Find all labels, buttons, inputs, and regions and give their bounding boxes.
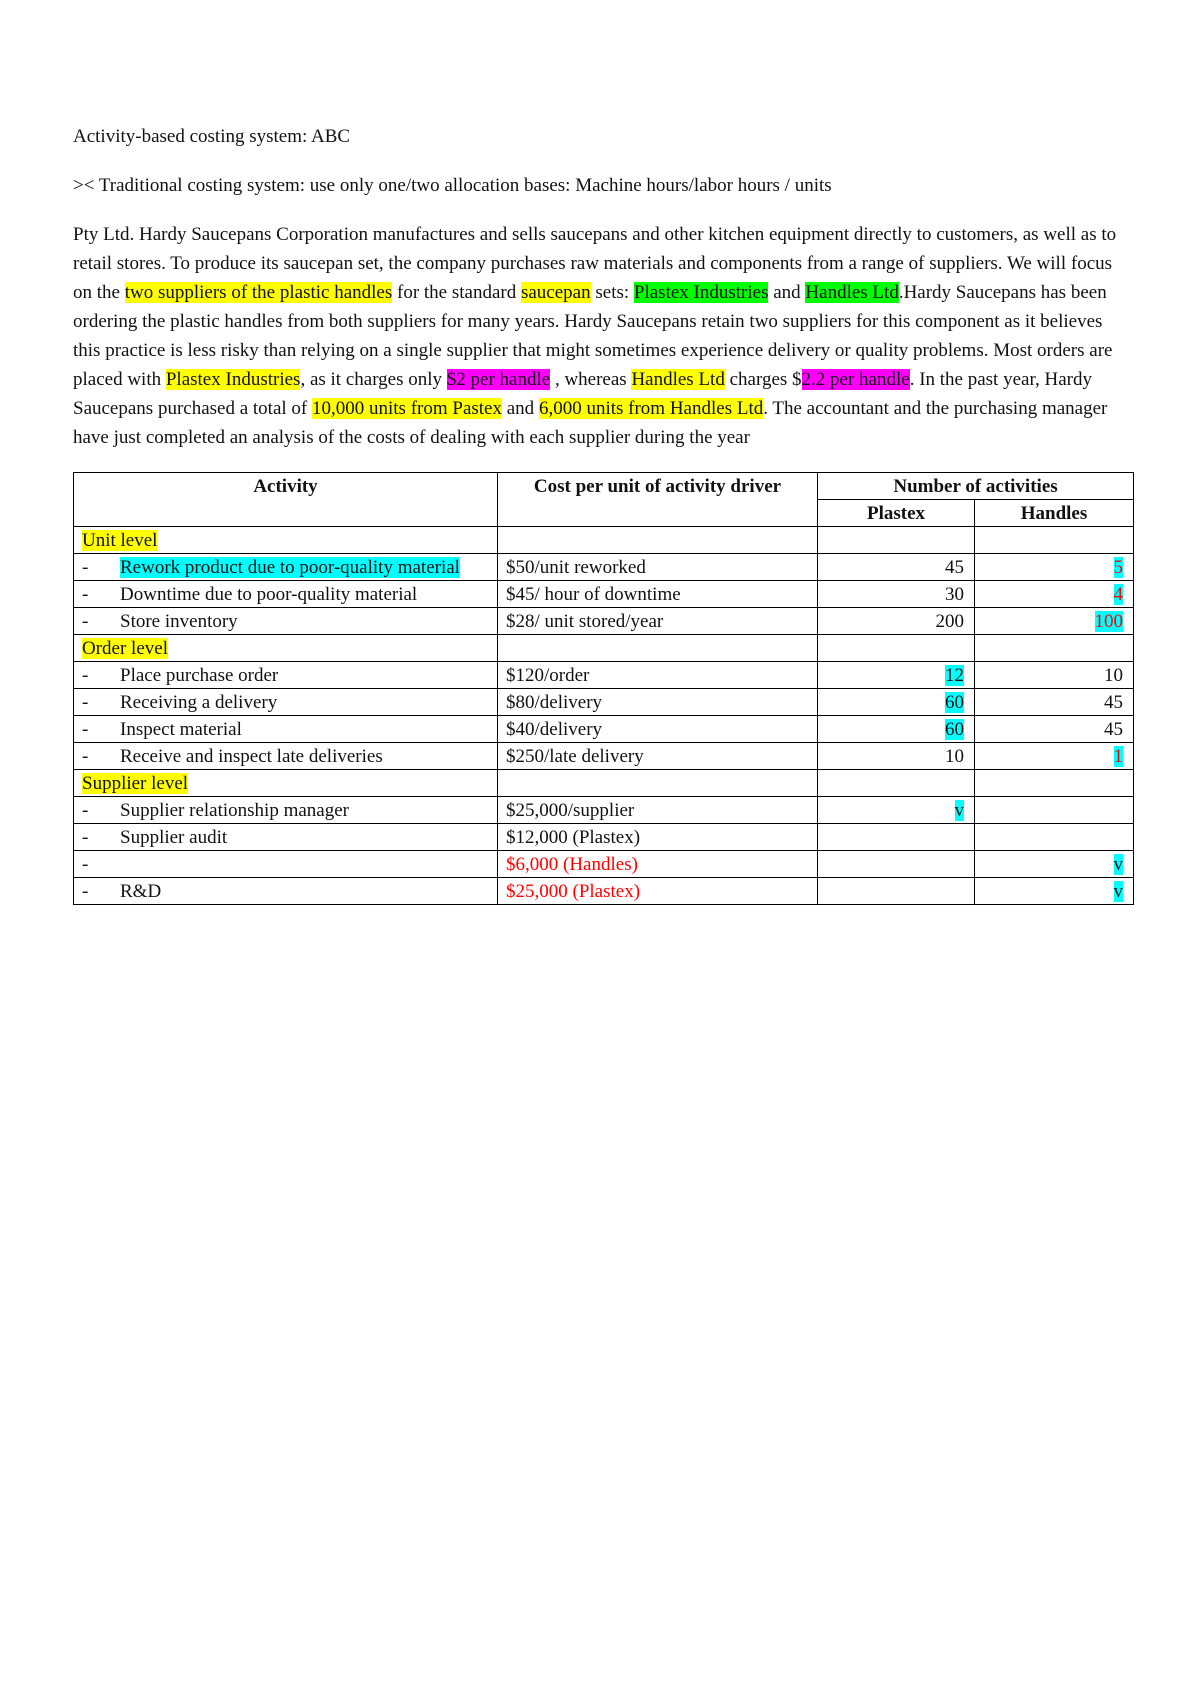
activity-cell	[74, 662, 498, 689]
cost-cell: $120/order	[498, 662, 818, 689]
table-row	[74, 797, 1134, 824]
section-label-unit-level: Unit level	[82, 530, 158, 551]
activity-label: Rework product due to poor-quality material	[120, 557, 460, 578]
table-header-row	[74, 473, 1134, 500]
activity-label: Downtime due to poor-quality material	[120, 584, 418, 605]
plastex-value: 60	[945, 692, 964, 713]
section-row-order-level	[74, 635, 1134, 662]
section-label-cell	[74, 770, 498, 797]
table-row	[74, 689, 1134, 716]
bullet-dash: -	[82, 800, 89, 821]
bullet-dash: -	[82, 854, 89, 875]
activity-cell	[74, 743, 498, 770]
table-row	[74, 878, 1134, 905]
highlight-handles-price: 2.2 per handle	[801, 369, 910, 390]
paragraph-text: . In the past year, Hardy Saucepans purchased a total of	[73, 369, 1092, 419]
handles-cell	[975, 554, 1134, 581]
handles-value: 1	[1113, 746, 1124, 767]
activity-cell	[74, 554, 498, 581]
paragraph-text: . The accountant and the purchasing manager have just completed an analysis of the costs of dealing with each supplier during the year	[73, 398, 1108, 448]
bullet-dash: -	[82, 557, 89, 578]
cost-cell: $6,000 (Handles)	[498, 851, 818, 878]
header-activity: Activity	[74, 473, 498, 527]
table-row	[74, 851, 1134, 878]
paragraph-text: for the standard	[392, 282, 521, 303]
table-row	[74, 743, 1134, 770]
activity-cell	[74, 689, 498, 716]
empty-cell	[818, 635, 975, 662]
section-label-cell	[74, 527, 498, 554]
highlight-plastex-units: 10,000 units from Pastex	[312, 398, 502, 419]
highlight-handles-units: 6,000 units from Handles Ltd	[538, 398, 764, 419]
table-row	[74, 608, 1134, 635]
empty-cell	[498, 770, 818, 797]
activity-label: Place purchase order	[120, 665, 279, 686]
highlight-suppliers: two suppliers of the plastic handles	[124, 282, 393, 303]
activity-cell	[74, 797, 498, 824]
section-row-unit-level	[74, 527, 1134, 554]
bullet-dash: -	[82, 746, 89, 767]
paragraph-text: Pty Ltd. Hardy Saucepans Corporation manufactures and sells saucepans and other kitchen equipment directly to customers, as well as to retail stores. To produce its saucepan set, the company purchases raw materials and components from a range of suppliers. We will focus on the	[73, 224, 1117, 303]
handles-cell	[975, 797, 1134, 824]
table-row	[74, 662, 1134, 689]
cost-cell: $40/delivery	[498, 716, 818, 743]
header-number-of-activities: Number of activities	[818, 473, 1134, 500]
cost-cell: $250/late delivery	[498, 743, 818, 770]
traditional-costing-note: >< Traditional costing system: use only one/two allocation bases: Machine hours/labor hours / units	[73, 175, 832, 196]
section-label-order-level: Order level	[82, 638, 168, 659]
bullet-dash: -	[82, 881, 89, 902]
activity-label: R&D	[120, 881, 162, 902]
empty-cell	[498, 635, 818, 662]
activity-label: Inspect material	[120, 719, 242, 740]
empty-cell	[498, 527, 818, 554]
heading: Activity-based costing system: ABC	[73, 126, 351, 147]
table-row	[74, 581, 1134, 608]
bullet-dash: -	[82, 692, 89, 713]
cost-cell: $80/delivery	[498, 689, 818, 716]
activity-cell	[74, 851, 498, 878]
bullet-dash: -	[82, 665, 89, 686]
plastex-cell: 30	[818, 581, 975, 608]
activity-label: Supplier audit	[120, 827, 228, 848]
header-handles: Handles	[975, 500, 1134, 527]
cost-cell: $45/ hour of downtime	[498, 581, 818, 608]
activity-cell	[74, 716, 498, 743]
section-label-supplier-level: Supplier level	[82, 773, 189, 794]
table-row	[74, 716, 1134, 743]
highlight-plastex-price: $2 per handle	[446, 369, 551, 390]
activity-cell	[74, 878, 498, 905]
plastex-cell	[818, 662, 975, 689]
activity-cell	[74, 824, 498, 851]
activity-label: Supplier relationship manager	[120, 800, 349, 821]
handles-value: 100	[1094, 611, 1124, 632]
handles-value: v	[1113, 854, 1124, 875]
highlight-plastex-2: Plastex Industries	[165, 369, 301, 390]
activity-cell	[74, 581, 498, 608]
empty-cell	[818, 527, 975, 554]
plastex-cell	[818, 689, 975, 716]
empty-cell	[975, 770, 1134, 797]
paragraph-text: , whereas	[550, 369, 632, 390]
highlight-plastex: Plastex Industries	[633, 282, 769, 303]
table-row	[74, 824, 1134, 851]
activity-cost-table	[73, 472, 1134, 905]
cost-cell: $12,000 (Plastex)	[498, 824, 818, 851]
handles-cell: 10	[975, 662, 1134, 689]
plastex-value: v	[954, 800, 964, 821]
handles-cell	[975, 824, 1134, 851]
cost-cell: $25,000/supplier	[498, 797, 818, 824]
handles-value: v	[1113, 881, 1124, 902]
plastex-cell	[818, 797, 975, 824]
section-label-cell	[74, 635, 498, 662]
header-plastex: Plastex	[818, 500, 975, 527]
activity-label: Store inventory	[120, 611, 238, 632]
paragraph-text: charges $	[724, 369, 802, 390]
handles-cell	[975, 743, 1134, 770]
handles-cell	[975, 581, 1134, 608]
activity-label	[120, 852, 489, 877]
cost-cell: $25,000 (Plastex)	[498, 878, 818, 905]
handles-cell	[975, 851, 1134, 878]
paragraph-text: sets:	[590, 282, 634, 303]
bullet-dash: -	[82, 827, 89, 848]
activity-label: Receiving a delivery	[120, 692, 278, 713]
bullet-dash: -	[82, 611, 89, 632]
bullet-dash: -	[82, 719, 89, 740]
table-row	[74, 554, 1134, 581]
paragraph-text: .Hardy Saucepans has been ordering the plastic handles from both suppliers for many years. Hardy Saucepans retain two suppliers for this component as it believes this practice is less risky than relying on a single supplier that might sometimes experience delivery or quality problems. Most orders are placed with	[73, 282, 1113, 390]
header-cost: Cost per unit of activity driver	[498, 473, 818, 527]
paragraph-text: , as it charges only	[300, 369, 447, 390]
plastex-cell	[818, 824, 975, 851]
case-paragraph	[73, 220, 1133, 452]
plastex-cell	[818, 716, 975, 743]
cost-cell: $50/unit reworked	[498, 554, 818, 581]
plastex-cell: 200	[818, 608, 975, 635]
bullet-dash: -	[82, 584, 89, 605]
document-content	[73, 122, 1133, 905]
paragraph-text: and	[768, 282, 806, 303]
plastex-cell: 10	[818, 743, 975, 770]
cost-cell: $28/ unit stored/year	[498, 608, 818, 635]
activity-cell	[74, 608, 498, 635]
plastex-value: 12	[945, 665, 964, 686]
empty-cell	[975, 635, 1134, 662]
highlight-saucepan: saucepan	[520, 282, 591, 303]
handles-cell	[975, 878, 1134, 905]
plastex-value: 60	[945, 719, 964, 740]
highlight-handles: Handles Ltd	[805, 282, 899, 303]
plastex-cell: 45	[818, 554, 975, 581]
handles-value: 5	[1113, 557, 1124, 578]
highlight-handles-2: Handles Ltd	[631, 369, 725, 390]
activity-label: Receive and inspect late deliveries	[120, 746, 383, 767]
section-row-supplier-level	[74, 770, 1134, 797]
empty-cell	[975, 527, 1134, 554]
paragraph-text: and	[502, 398, 539, 419]
handles-value: 4	[1113, 584, 1124, 605]
plastex-cell	[818, 851, 975, 878]
handles-cell: 45	[975, 716, 1134, 743]
plastex-cell	[818, 878, 975, 905]
empty-cell	[818, 770, 975, 797]
handles-cell	[975, 608, 1134, 635]
handles-cell: 45	[975, 689, 1134, 716]
